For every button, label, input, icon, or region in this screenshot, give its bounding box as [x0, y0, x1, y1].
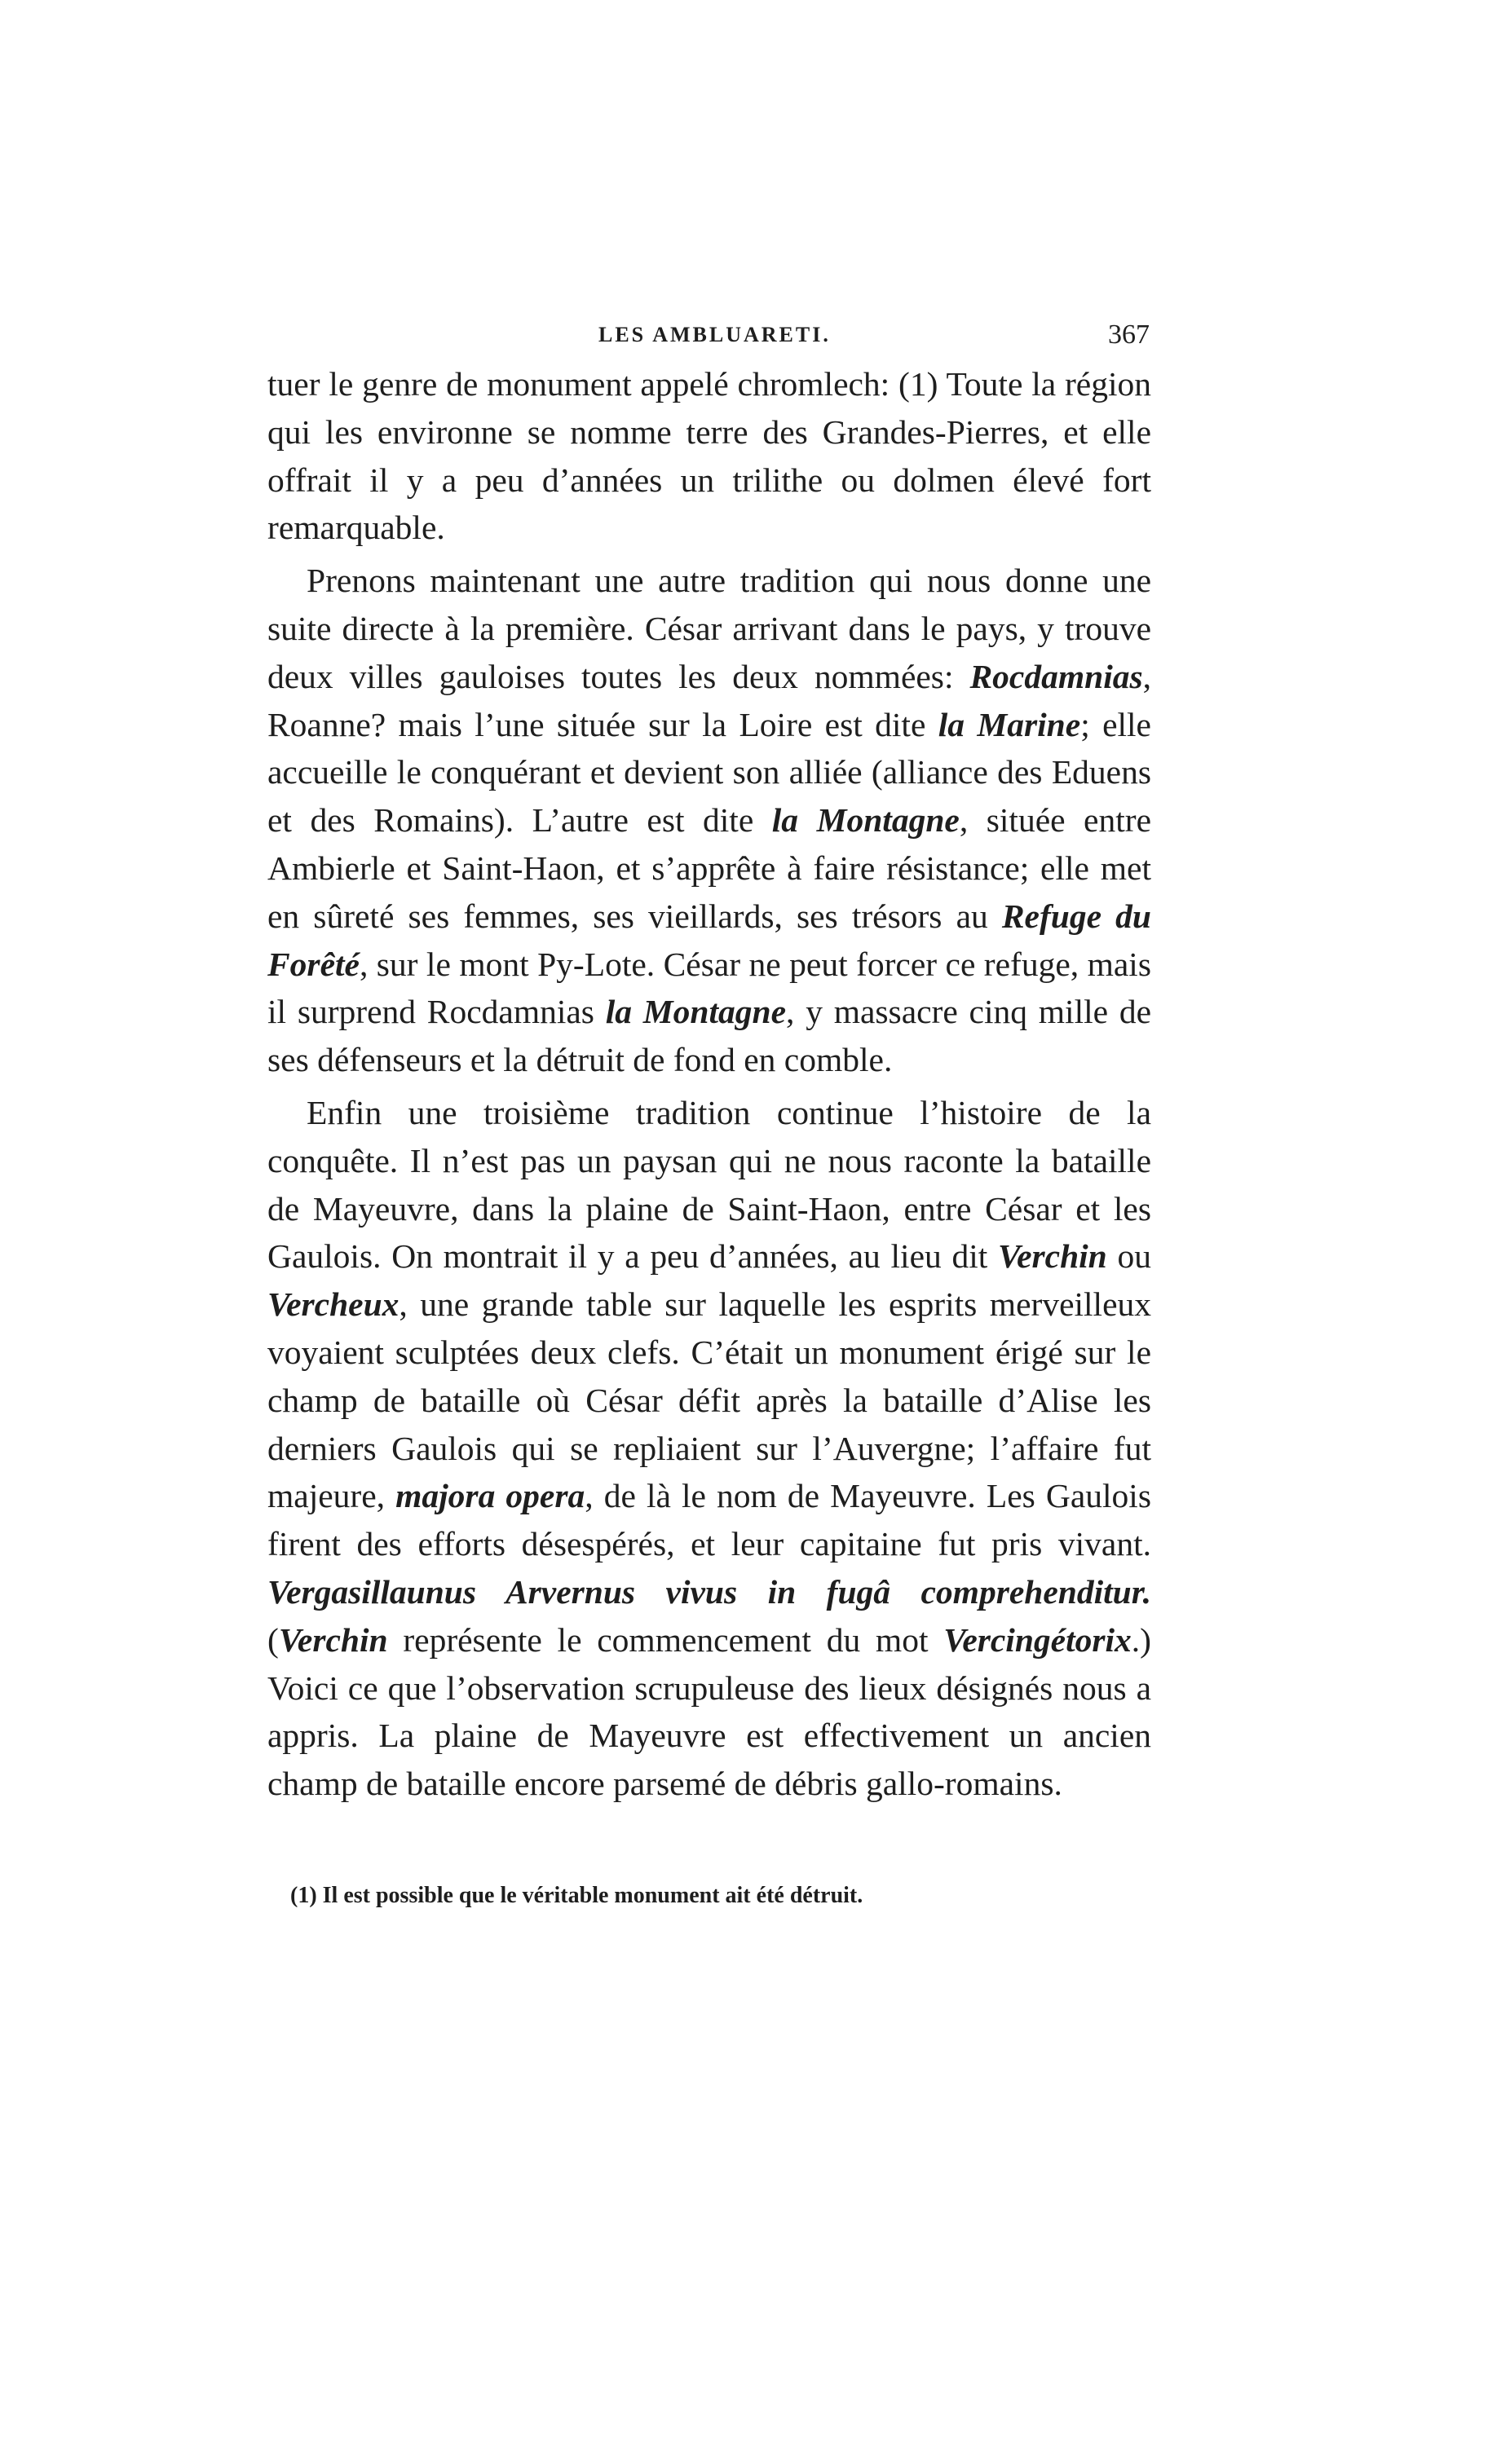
- text-run: , sur le mont Py-Lote. César ne peut forcer ce refuge, mais il surprend Rocdamnias: [267, 945, 1151, 1031]
- text-run: ; elle accueille le conquérant et devient son alliée (alliance des Eduens et des Romains). L’autre est dite: [267, 705, 1151, 840]
- italic-term: Verchin: [998, 1237, 1107, 1276]
- text-run: , Roanne? mais l’une située sur la Loire est dite: [267, 657, 1151, 743]
- text-run: Prenons maintenant une autre tradition qui nous donne une suite directe à la première. César arrivant dans le pays, y trouve deux villes gauloises toutes les deux nommées:: [267, 562, 1151, 695]
- text-run: (: [267, 1620, 279, 1659]
- italic-term: la Marine: [938, 705, 1081, 743]
- page-number: 367: [1108, 320, 1150, 350]
- body-text: [267, 360, 1151, 1808]
- text-run: Enfin une troisième tradition continue l’histoire de la conquête. Il n’est pas un paysan qui ne nous raconte la bataille de Mayeuvre, dans la plaine de Saint-Haon, entre César et les Gaulois. On montrait il y a peu d’années, au lieu dit: [267, 1093, 1151, 1276]
- italic-term: Verchin: [278, 1620, 388, 1659]
- text-run: , située entre Ambierle et Saint-Haon, et s’apprête à faire résistance; elle met en sûreté ses femmes, ses vieillards, ses trésors au: [267, 801, 1151, 935]
- text-run: .) Voici ce que l’observation scrupuleuse des lieux désignés nous a appris. La plaine de Mayeuvre est effectivement un ancien champ de bataille encore parsemé de débris gallo-romains.: [267, 1620, 1151, 1803]
- italic-term: Vergasillaunus Arvernus vivus in fugâ comprehenditur.: [267, 1572, 1151, 1611]
- text-run: tuer le genre de monument appelé chromlech: (1) Toute la région qui les environne se nomme terre des Grandes-Pierres, et elle offrait il y a peu d’années un trilithe ou dolmen élevé fort remarquable.: [267, 365, 1151, 547]
- paragraph-1: [267, 360, 1151, 552]
- text-run: , une grande table sur laquelle les esprits merveilleux voyaient sculptées deux clefs. C’était un monument érigé sur le champ de bataille où César défit après la bataille d’Alise les derniers Gaulois qui se repliaient sur l’Auvergne; l’affaire fut majeure,: [267, 1285, 1151, 1515]
- running-head: LES AMBLUARETI.: [598, 323, 831, 346]
- footnote: (1) Il est possible que le véritable monument ait été détruit.: [290, 1883, 863, 1908]
- italic-term: majora opera: [395, 1477, 585, 1515]
- italic-term: Refuge du Forêté: [267, 897, 1151, 983]
- italic-term: la Montagne: [771, 801, 960, 840]
- text-run: représente le commencement du mot: [387, 1620, 944, 1659]
- italic-term: Vercingétorix: [943, 1620, 1132, 1659]
- paragraph-3: [267, 1089, 1151, 1808]
- text-run: ou: [1106, 1237, 1151, 1276]
- page-header: [269, 320, 1150, 360]
- italic-term: la Montagne: [605, 993, 787, 1031]
- italic-term: Vercheux: [267, 1285, 400, 1324]
- paragraph-2: [267, 557, 1151, 1084]
- text-run: , de là le nom de Mayeuvre. Les Gaulois firent des efforts désespérés, et leur capitaine fut pris vivant.: [267, 1477, 1151, 1563]
- italic-term: Rocdamnias: [969, 657, 1143, 695]
- text-run: , y massacre cinq mille de ses défenseurs et la détruit de fond en comble.: [267, 993, 1151, 1079]
